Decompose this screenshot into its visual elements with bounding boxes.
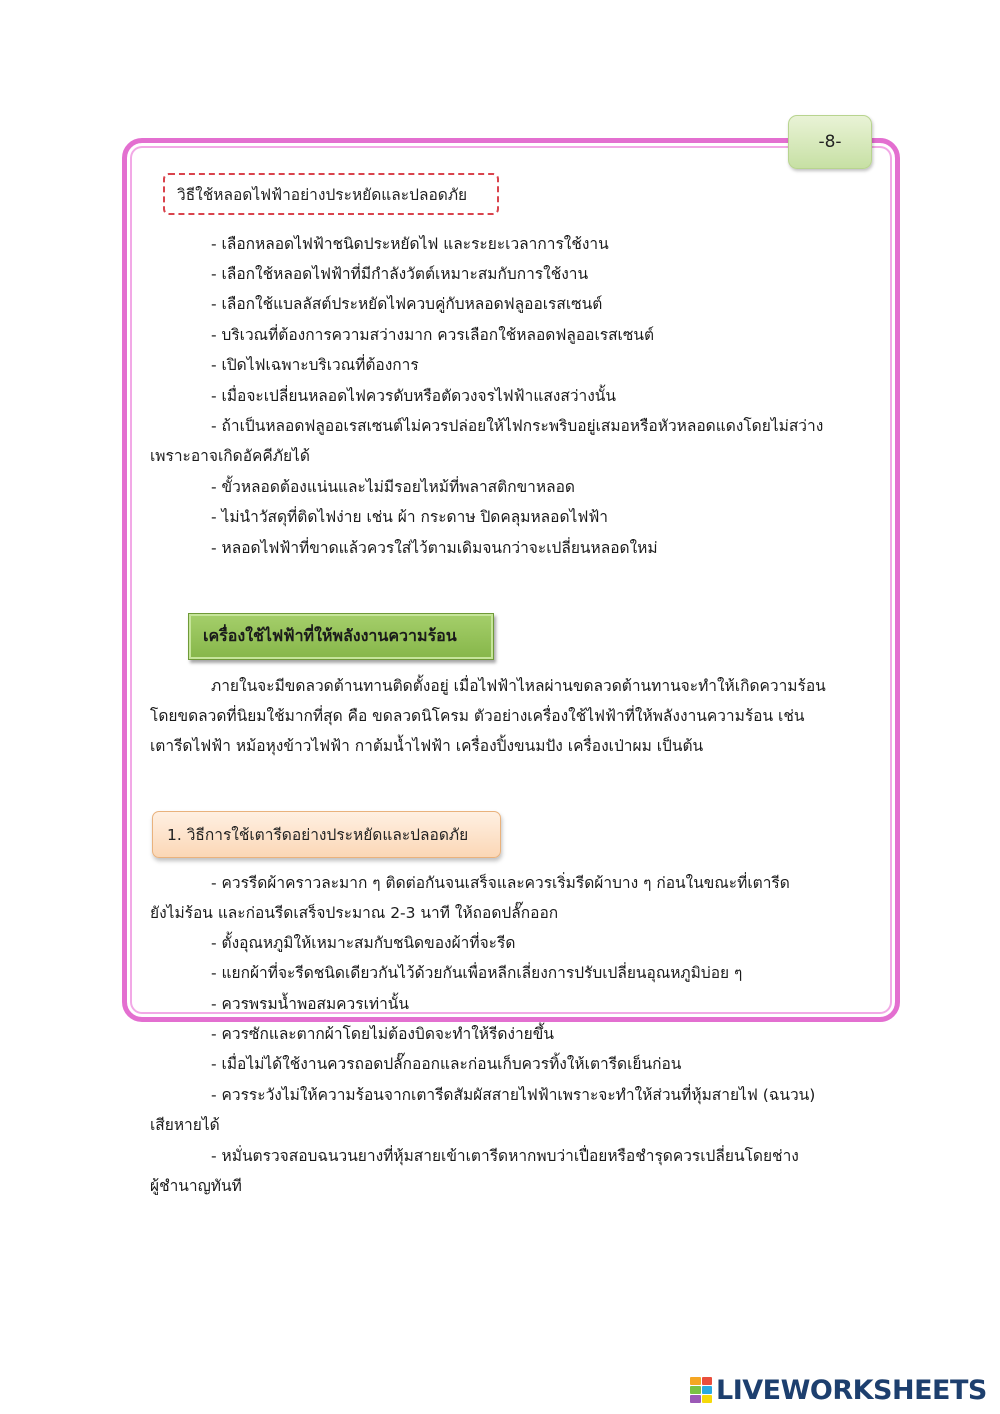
paragraph-line: โดยขดลวดที่นิยมใช้มากที่สุด คือ ขดลวดนิโครม ตัวอย่างเครื่องใช้ไฟฟ้าที่ให้พลังงานความร้อน เช่น xyxy=(150,707,805,725)
page-number: -8- xyxy=(818,132,842,152)
text-line: ผู้ชำนาญทันที xyxy=(150,1177,242,1195)
text-line: - ขั้วหลอดต้องแน่นและไม่มีรอยไหม้ที่พลาสติกขาหลอด xyxy=(211,478,575,496)
text-line: - ควรระวังไม่ให้ความร้อนจากเตารีดสัมผัสสายไฟฟ้าเพราะจะทำให้ส่วนที่หุ้มสายไฟ (ฉนวน) xyxy=(211,1086,816,1104)
text-line: - เมื่อไม่ได้ใช้งานควรถอดปลั๊กออกและก่อนเก็บควรทิ้งให้เตารีดเย็นก่อน xyxy=(211,1055,682,1073)
text-line: - เลือกใช้แบลลัสต์ประหยัดไฟควบคู่กับหลอดฟลูออเรสเซนต์ xyxy=(211,295,603,313)
text-line: - ตั้งอุณหภูมิให้เหมาะสมกับชนิดของผ้าที่จะรีด xyxy=(211,934,516,952)
text-line: เพราะอาจเกิดอัคคีภัยได้ xyxy=(150,447,310,465)
section-heading-lamp-usage: วิธีใช้หลอดไฟฟ้าอย่างประหยัดและปลอดภัย xyxy=(163,173,499,215)
page-number-tab xyxy=(788,115,872,169)
text-line: ยังไม่ร้อน และก่อนรีดเสร็จประมาณ 2-3 นาที ให้ถอดปลั๊กออก xyxy=(150,904,559,922)
liveworksheets-logo-icon xyxy=(690,1377,712,1403)
text-line: - เลือกใช้หลอดไฟฟ้าที่มีกำลังวัตต์เหมาะสมกับการใช้งาน xyxy=(211,265,589,283)
watermark-text: LIVEWORKSHEETS xyxy=(716,1374,987,1406)
text-line: - ถ้าเป็นหลอดฟลูออเรสเซนต์ไม่ควรปล่อยให้ไฟกระพริบอยู่เสมอหรือหัวหลอดแดงโดยไม่สว่าง xyxy=(211,417,824,435)
paragraph-line: ภายในจะมีขดลวดต้านทานติดตั้งอยู่ เมื่อไฟฟ้าไหลผ่านขดลวดต้านทานจะทำให้เกิดความร้อน xyxy=(211,677,826,695)
text-line: - เลือกหลอดไฟฟ้าชนิดประหยัดไฟ และระยะเวลาการใช้งาน xyxy=(211,235,609,253)
text-line: - หลอดไฟฟ้าที่ขาดแล้วควรใส่ไว้ตามเดิมจนกว่าจะเปลี่ยนหลอดใหม่ xyxy=(211,539,658,557)
text-line: - ควรพรมน้ำพอสมควรเท่านั้น xyxy=(211,995,409,1013)
text-line: - ควรซักและตากผ้าโดยไม่ต้องบิดจะทำให้รีดง่ายขึ้น xyxy=(211,1025,554,1043)
paragraph-line: เตารีดไฟฟ้า หม้อหุงข้าวไฟฟ้า กาต้มน้ำไฟฟ้า เครื่องปิ้งขนมปัง เครื่องเป่าผม เป็นต้น xyxy=(150,737,704,755)
text-line: - ไม่นำวัสดุที่ติดไฟง่าย เช่น ผ้า กระดาษ ปิดคลุมหลอดไฟฟ้า xyxy=(211,508,608,526)
text-line: - ควรรีดผ้าคราวละมาก ๆ ติดต่อกันจนเสร็จและควรเริ่มรีดผ้าบาง ๆ ก่อนในขณะที่เตารีด xyxy=(211,874,790,892)
section-heading-heat-appliances: เครื่องใช้ไฟฟ้าที่ให้พลังงานความร้อน xyxy=(188,613,494,660)
text-line: - เปิดไฟเฉพาะบริเวณที่ต้องการ xyxy=(211,356,419,374)
text-line: เสียหายได้ xyxy=(150,1116,220,1134)
text-line: - แยกผ้าที่จะรีดชนิดเดียวกันไว้ด้วยกันเพื่อหลีกเลี่ยงการปรับเปลี่ยนอุณหภูมิบ่อย ๆ xyxy=(211,964,743,982)
section-heading-iron-usage: 1. วิธีการใช้เตารีดอย่างประหยัดและปลอดภัย xyxy=(152,811,501,858)
liveworksheets-watermark xyxy=(690,1372,987,1408)
text-line: - เมื่อจะเปลี่ยนหลอดไฟควรดับหรือตัดวงจรไฟฟ้าแสงสว่างนั้น xyxy=(211,387,616,405)
text-line: - บริเวณที่ต้องการความสว่างมาก ควรเลือกใช้หลอดฟลูออเรสเซนต์ xyxy=(211,326,655,344)
text-line: - หมั่นตรวจสอบฉนวนยางที่หุ้มสายเข้าเตารีดหากพบว่าเปื่อยหรือชำรุดควรเปลี่ยนโดยช่าง xyxy=(211,1147,799,1165)
